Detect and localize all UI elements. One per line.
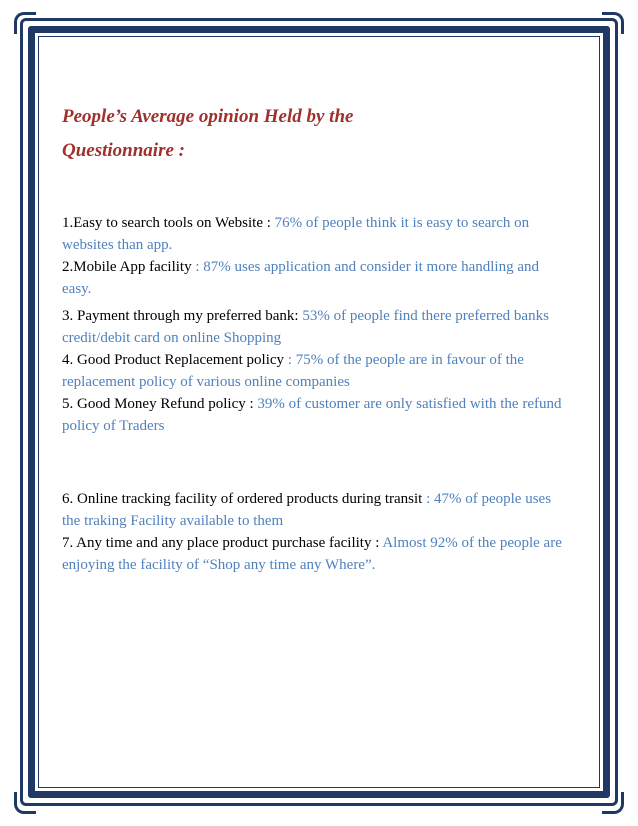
opinion-label: 5. Good Money Refund policy : xyxy=(62,396,258,412)
opinion-value: : 87% uses application and consider it more handling and easy. xyxy=(62,259,539,297)
opinion-item-replacement xyxy=(62,349,566,393)
opinion-value: 53% of people find there preferred banks credit/debit card on online Shopping xyxy=(62,308,549,346)
opinion-value: 39% of customer are only satisfied with the refund policy of Traders xyxy=(62,396,562,434)
opinion-label: 1.Easy to search tools on Website : xyxy=(62,215,275,231)
opinion-value: 76% of people think it is easy to search on websites than app. xyxy=(62,215,530,253)
border-corner-top-right xyxy=(602,12,624,34)
opinion-item-refund xyxy=(62,393,566,437)
opinion-label: 7. Any time and any place product purchase facility : xyxy=(62,535,383,551)
opinion-value: Almost 92% of the people are enjoying the facility of “Shop any time any Where”. xyxy=(62,535,562,573)
opinion-item-tracking xyxy=(62,488,566,532)
opinion-label: 6. Online tracking facility of ordered products during transit xyxy=(62,491,423,507)
title-line-1: People’s Average opinion Held by the xyxy=(62,106,354,127)
title-line-2: Questionnaire : xyxy=(62,140,185,161)
opinion-value: : 75% of the people are in favour of the replacement policy of various online companies xyxy=(62,352,524,390)
opinion-label: 2.Mobile App facility xyxy=(62,259,192,275)
border-corner-top-left xyxy=(14,12,36,34)
opinion-item-anytime-purchase xyxy=(62,532,566,576)
opinion-label: 3. Payment through my preferred bank: xyxy=(62,308,303,324)
page-title xyxy=(62,100,566,168)
opinion-item-payment xyxy=(62,305,566,349)
border-corner-bottom-left xyxy=(14,792,36,814)
border-corner-bottom-right xyxy=(602,792,624,814)
opinion-label: 4. Good Product Replacement policy xyxy=(62,352,285,368)
opinion-item-search-tools xyxy=(62,212,566,256)
opinion-item-mobile-app xyxy=(62,256,566,300)
opinion-value: : 47% of people uses the traking Facility available to them xyxy=(62,491,552,529)
page-content xyxy=(62,100,566,576)
opinion-list xyxy=(62,212,566,576)
